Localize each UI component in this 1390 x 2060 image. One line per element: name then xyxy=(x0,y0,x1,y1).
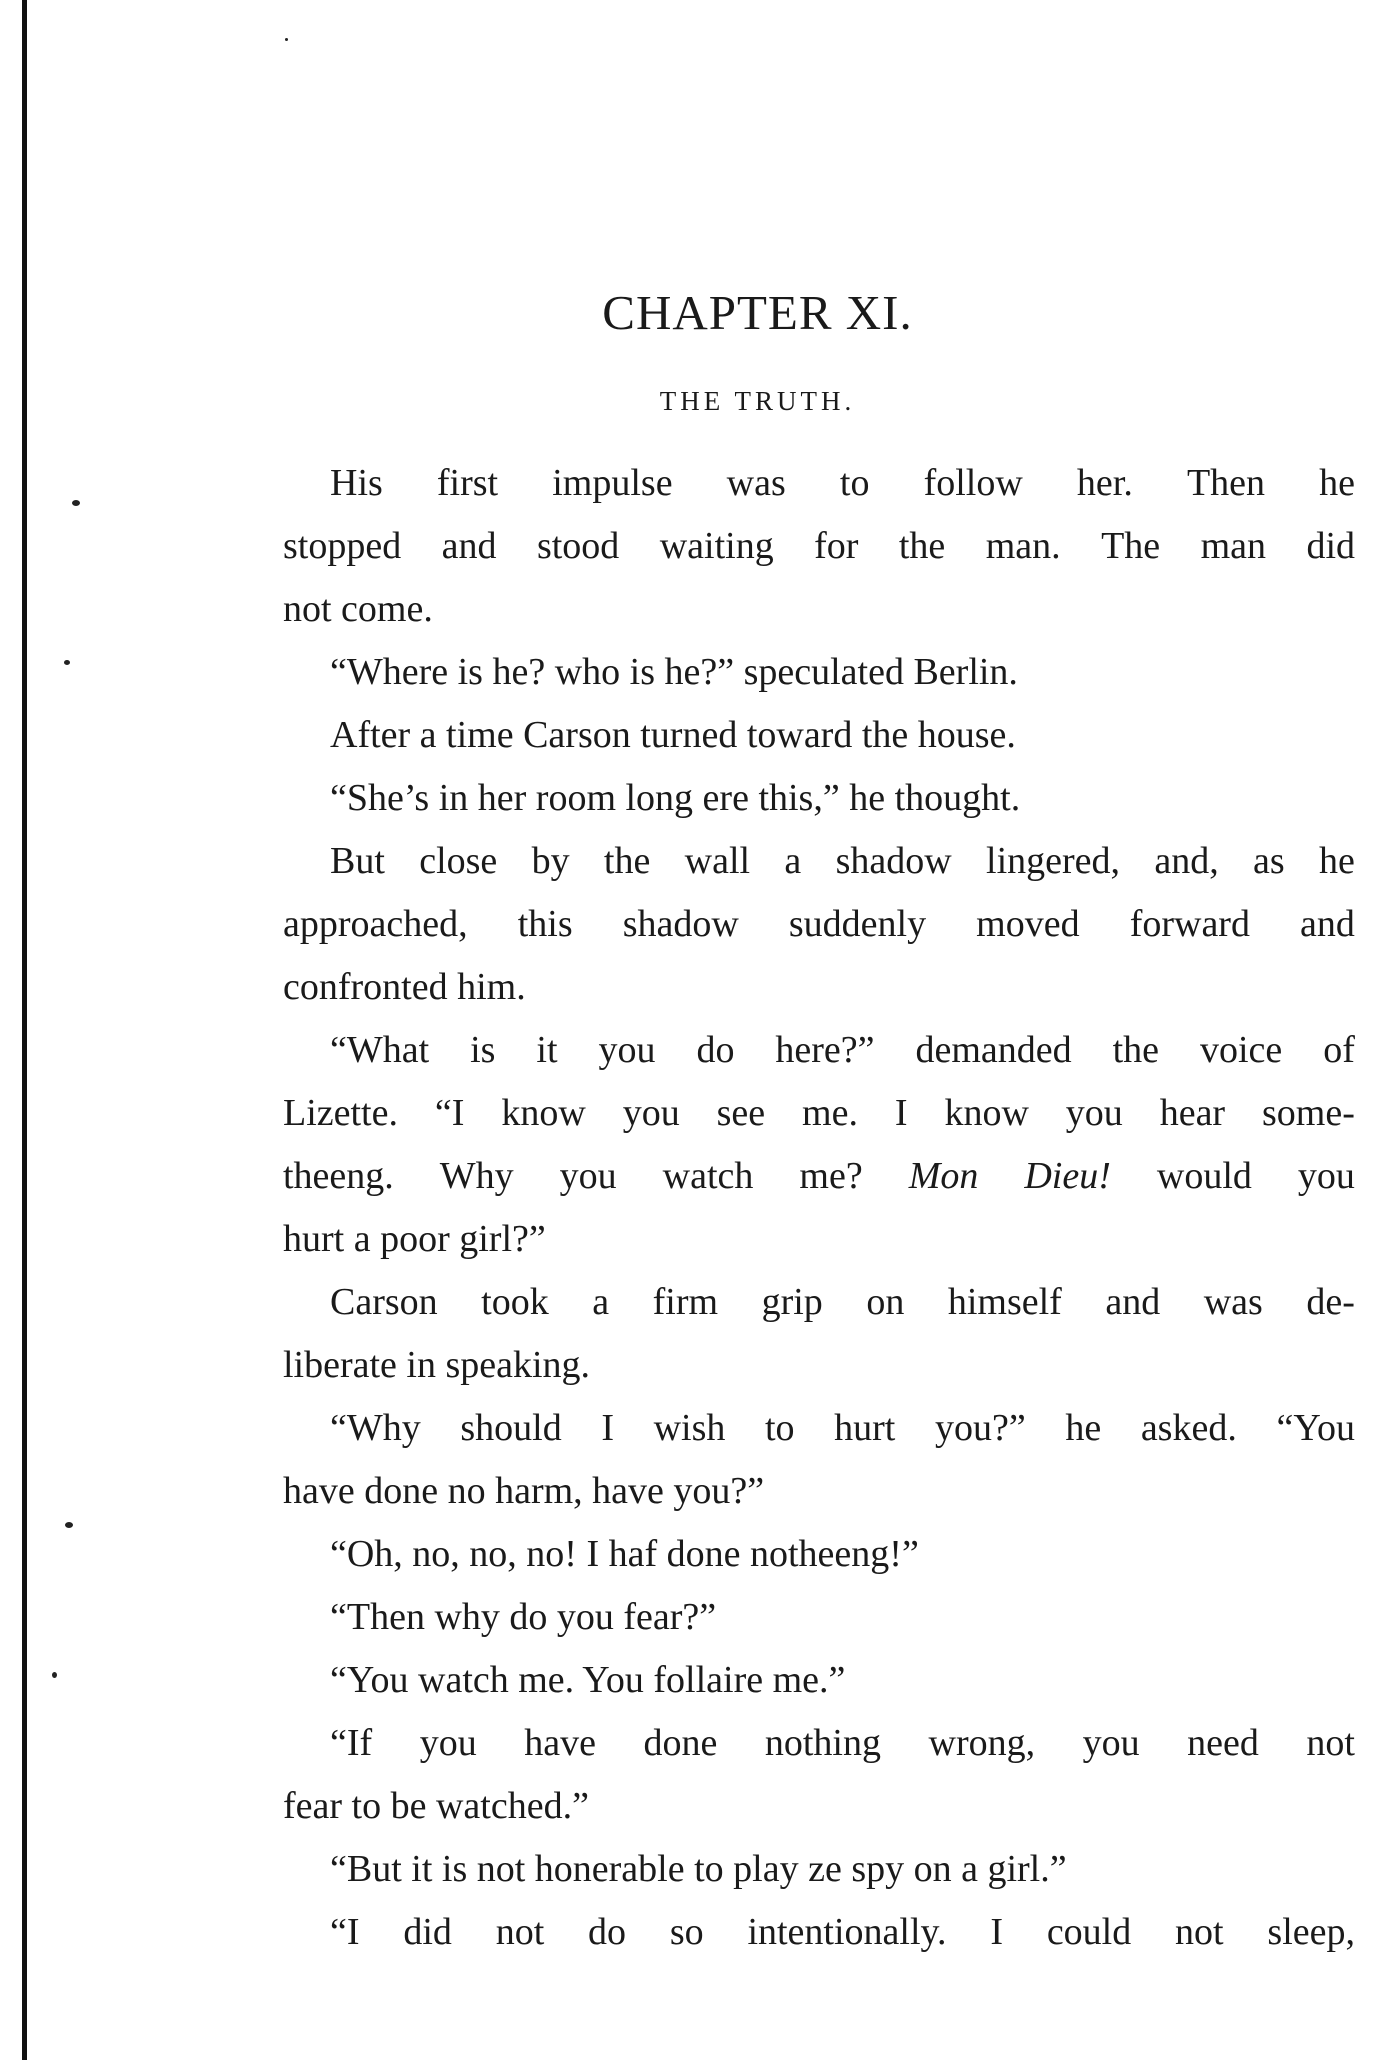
text-line: “You watch me. You follaire me.” xyxy=(330,1659,846,1701)
body-text xyxy=(283,452,1355,1964)
text-line: “Then why do you fear?” xyxy=(330,1596,717,1638)
text-line: Lizette. “I know you see me. I know you hear some- xyxy=(283,1092,1355,1134)
text-line: “Oh, no, no, no! I haf done notheeng!” xyxy=(330,1533,919,1575)
text-line: approached, this shadow suddenly moved forward and xyxy=(283,903,1355,945)
text-line: theeng. Why you watch me? Mon Dieu! would you xyxy=(283,1155,1355,1197)
chapter-title: CHAPTER XI. xyxy=(602,285,913,340)
text-line: hurt a poor girl?” xyxy=(283,1218,546,1260)
text-line: “She’s in her room long ere this,” he thought. xyxy=(330,777,1021,819)
text-line: confronted him. xyxy=(283,966,526,1008)
text-line: Carson took a firm grip on himself and was de- xyxy=(330,1281,1355,1323)
text-line: liberate in speaking. xyxy=(283,1344,591,1386)
text-line: stopped and stood waiting for the man. The man did xyxy=(283,525,1355,567)
chapter-subtitle: THE TRUTH. xyxy=(659,386,856,416)
ink-speck xyxy=(52,1672,57,1678)
text-line: “What is it you do here?” demanded the voice of xyxy=(330,1029,1355,1071)
ink-speck xyxy=(285,38,288,41)
text-line: “I did not do so intentionally. I could not sleep, xyxy=(330,1911,1355,1953)
text-line: “If you have done nothing wrong, you need not xyxy=(330,1722,1355,1764)
text-line: After a time Carson turned toward the house. xyxy=(330,714,1016,756)
text-line: have done no harm, have you?” xyxy=(283,1470,765,1512)
ink-speck xyxy=(72,500,80,506)
text-line: fear to be watched.” xyxy=(283,1785,589,1827)
text-line: “But it is not honerable to play ze spy on a girl.” xyxy=(330,1848,1067,1890)
ink-speck xyxy=(64,660,70,665)
ink-speck xyxy=(65,1522,73,1528)
text-line: His first impulse was to follow her. Then he xyxy=(330,462,1355,504)
text-line: “Why should I wish to hurt you?” he asked. “You xyxy=(330,1407,1355,1449)
text-line: not come. xyxy=(283,588,433,630)
text-line: “Where is he? who is he?” speculated Berlin. xyxy=(330,651,1018,693)
text-line: But close by the wall a shadow lingered, and, as he xyxy=(330,840,1355,882)
